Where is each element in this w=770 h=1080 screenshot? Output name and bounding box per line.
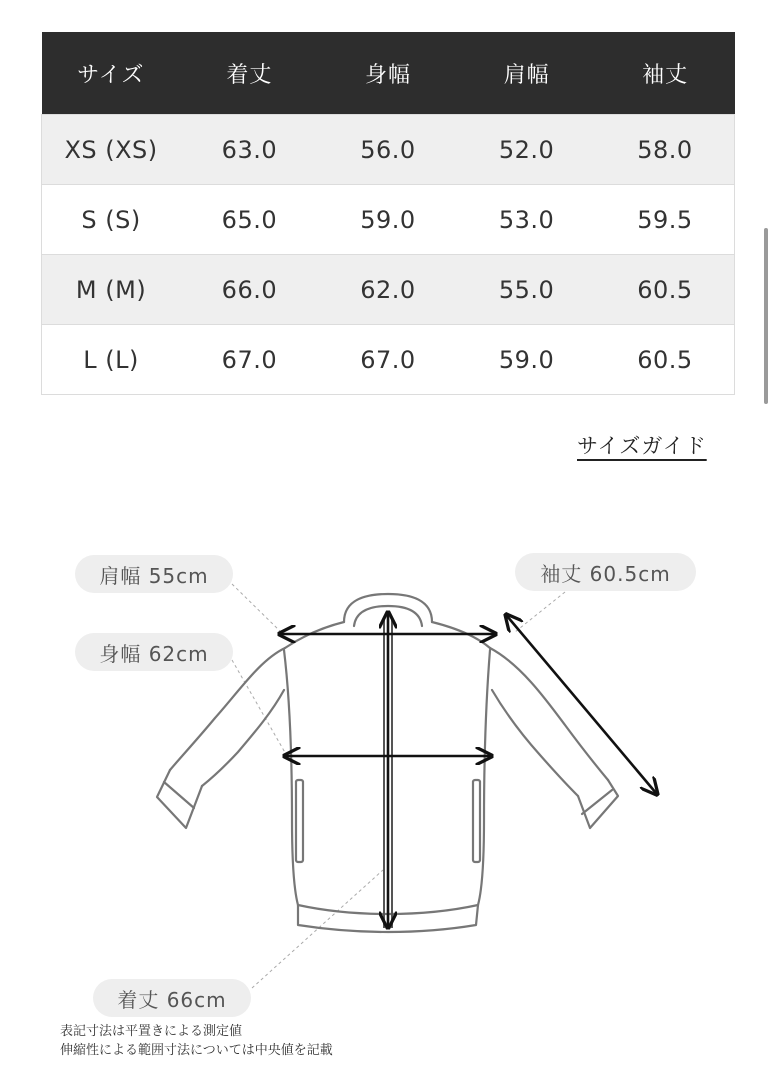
cell-length: 66.0 (180, 255, 319, 325)
cell-sleeve: 60.5 (596, 325, 735, 395)
cell-sleeve: 58.0 (596, 115, 735, 185)
cell-length: 67.0 (180, 325, 319, 395)
cell-length: 63.0 (180, 115, 319, 185)
cell-shoulder: 55.0 (457, 255, 596, 325)
cell-sleeve: 59.5 (596, 185, 735, 255)
size-guide-link[interactable]: サイズガイド (577, 434, 707, 458)
cell-shoulder: 52.0 (457, 115, 596, 185)
cell-shoulder: 53.0 (457, 185, 596, 255)
header-size: サイズ (42, 32, 181, 115)
cell-shoulder: 59.0 (457, 325, 596, 395)
measurement-notes (60, 1022, 333, 1060)
body-width-measure-label: 身幅 62cm (75, 633, 233, 671)
cell-body-width: 59.0 (319, 185, 458, 255)
leader-lines (232, 584, 565, 988)
cell-size: S (S) (42, 185, 181, 255)
cell-body-width: 56.0 (319, 115, 458, 185)
header-sleeve: 袖丈 (596, 32, 735, 115)
cell-size: XS (XS) (42, 115, 181, 185)
header-length: 着丈 (180, 32, 319, 115)
cell-length: 65.0 (180, 185, 319, 255)
header-body-width: 身幅 (319, 32, 458, 115)
header-shoulder: 肩幅 (457, 32, 596, 115)
shoulder-measure-label: 肩幅 55cm (75, 555, 233, 593)
cell-size: M (M) (42, 255, 181, 325)
sleeve-arrow (507, 616, 656, 793)
length-measure-label: 着丈 66cm (93, 979, 251, 1017)
cell-size: L (L) (42, 325, 181, 395)
cell-body-width: 62.0 (319, 255, 458, 325)
cell-body-width: 67.0 (319, 325, 458, 395)
sleeve-measure-label: 袖丈 60.5cm (515, 553, 696, 591)
note-line: 伸縮性による範囲寸法については中央値を記載 (60, 1043, 333, 1058)
note-line: 表記寸法は平置きによる測定値 (60, 1024, 243, 1039)
cell-sleeve: 60.5 (596, 255, 735, 325)
